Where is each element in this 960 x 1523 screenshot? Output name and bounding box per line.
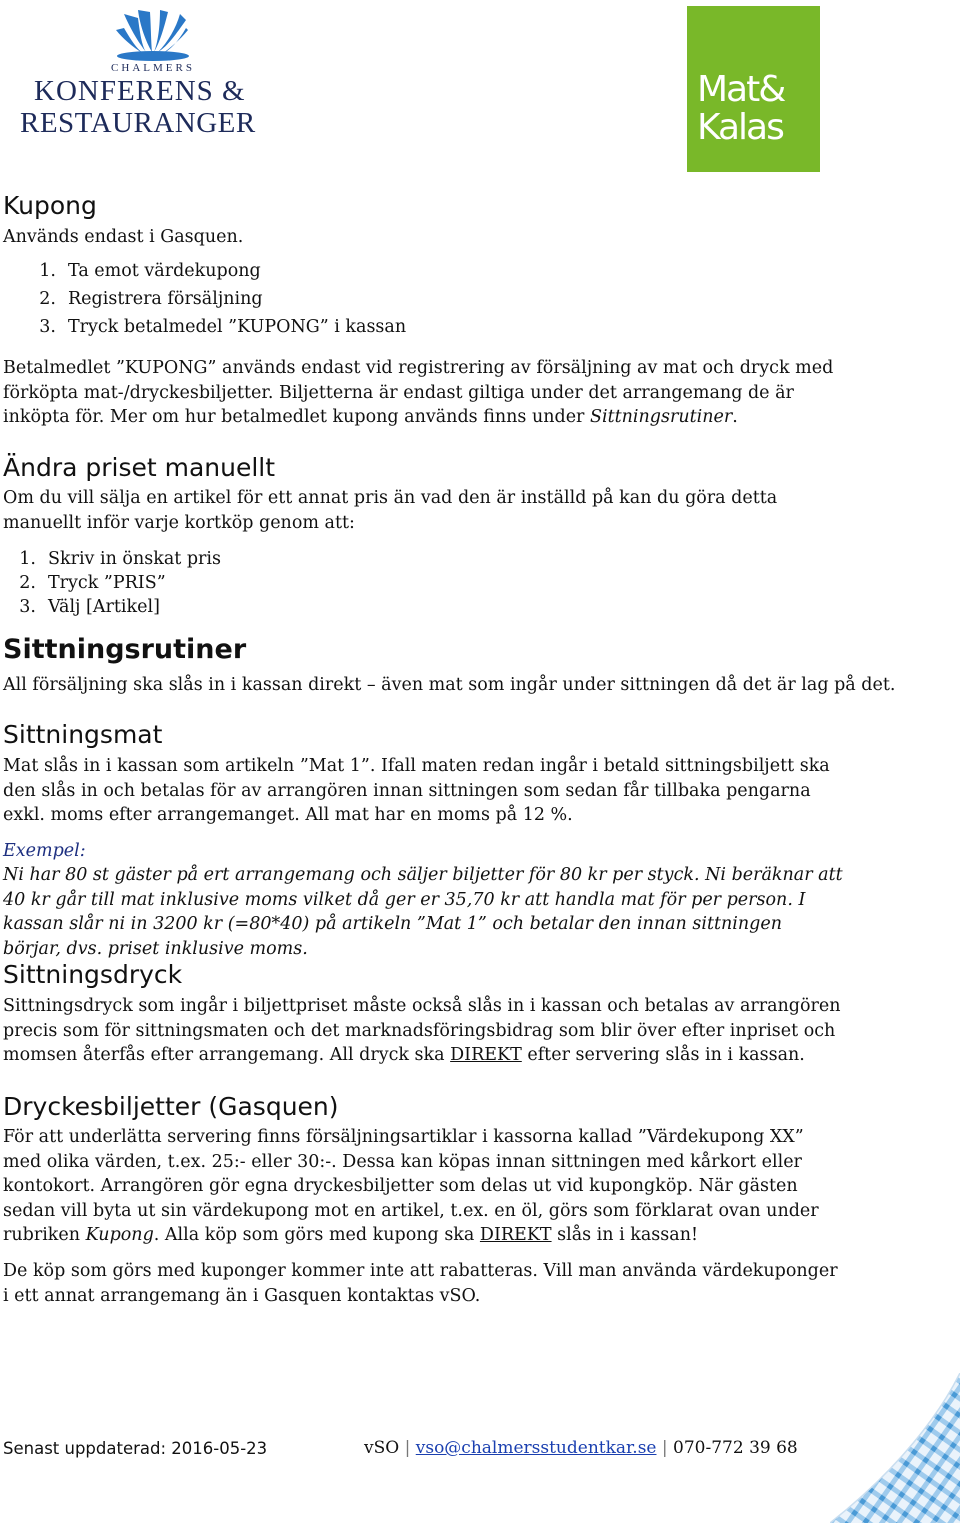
chalmers-line1: KONFERENS & <box>34 75 246 107</box>
sittningsrutiner-reference: Sittningsrutiner <box>590 407 733 427</box>
andra-body: Om du vill sälja en artikel för ett annat pris än vad den är inställd på kan du göra detta manuellt inför varje kortköp genom att: <box>3 488 778 533</box>
list-item: 3. Välj [Artikel] <box>19 597 160 617</box>
footer-sep: | <box>404 1438 411 1458</box>
chalmers-small-label: CHALMERS <box>111 62 195 74</box>
kupong-intro: Används endast i Gasquen. <box>3 227 244 247</box>
chalmers-crown-icon <box>20 6 290 66</box>
andra-steps <box>0 547 221 619</box>
sittningsmat-title: Sittningsmat <box>3 720 163 749</box>
list-item: 2. Tryck ”PRIS” <box>19 573 166 593</box>
footer-phone: 070-772 39 68 <box>673 1438 798 1458</box>
sittningsrutiner-body: All försäljning ska slås in i kassan direkt – även mat som ingår under sittningen då det är lag på det. <box>3 675 896 695</box>
list-item: 3. Tryck betalmedel ”KUPONG” i kassan <box>39 317 407 337</box>
sittningsdryck-body: Sittningsdryck som ingår i biljettpriset måste också slås in i kassan och betalas av arrangören precis som för sittningsmaten och det marknadsföringsbidrag som blir över efter inpriset och momsen återfås efter arrangemang. All dryck ska DIREKT efter servering slås in i kassan. <box>3 996 841 1065</box>
footer-sep: | <box>661 1438 668 1458</box>
footer-org: vSO <box>364 1438 400 1458</box>
sittningsmat-example: Ni har 80 st gäster på ert arrangemang och säljer biljetter för 80 kr per styck. Ni beräknar att 40 kr går till mat inklusive moms vilket då ger er 35,70 kr att handla mat för per person. I kassan slår ni in 3200 kr (=80*40) på artikeln ”Mat 1” och betalar den innan sittningen börjar, dvs. priset inklusive moms. <box>3 865 843 959</box>
sittningsmat-example-label: Exempel: <box>3 841 86 861</box>
sittningsdryck-title: Sittningsdryck <box>3 960 183 989</box>
kupong-steps <box>20 259 406 339</box>
page-curl-decoration-icon <box>830 1373 960 1523</box>
sittningsmat-body: Mat slås in i kassan som artikeln ”Mat 1”. Ifall maten redan ingår i betald sittningsbiljett ska den slås in och betalas för av arrangören innan sittningen som sedan får tillbaka pengarna exkl. moms efter arrangemanget. All mat har en moms på 12 %. <box>3 756 830 825</box>
sittningsrutiner-title: Sittningsrutiner <box>3 634 247 665</box>
kupong-body: Betalmedlet ”KUPONG” används endast vid registrering av försäljning av mat och dryck med förköpta mat-/dryckesbiljetter. Biljetterna är endast giltiga under det arrangemang de är inköpta för. Mer om hur betalmedlet kupong används finns under Sittningsrutiner. <box>3 358 834 427</box>
dryckesbiljetter-body: För att underlätta servering finns försäljningsartiklar i kassorna kallad ”Värdekupong XX” med olika värden, t.ex. 25:- eller 30:-. Dessa kan köpas innan sittningen med kårkort eller kontokort. Arrangören gör egna dryckesbiljetter som delas ut vid kupongköp. När gästen sedan vill byta ut sin värdekupong mot en artikel, t.ex. en öl, görs som förklarat ovan under rubriken Kupong. Alla köp som görs med kupong ska DIREKT slås in i kassan! <box>3 1127 819 1245</box>
matkalas-line1: Mat& <box>697 69 785 110</box>
dryckesbiljetter-title: Dryckesbiljetter (Gasquen) <box>3 1092 339 1121</box>
matkalas-line2: Kalas <box>697 107 783 148</box>
footer-email-link[interactable]: vso@chalmersstudentkar.se <box>415 1438 657 1458</box>
list-item: 2. Registrera försäljning <box>39 289 263 309</box>
footer-contact <box>364 1438 798 1458</box>
dryckesbiljetter-body2: De köp som görs med kuponger kommer inte att rabatteras. Vill man använda värdekuponger i ett annat arrangemang än i Gasquen kontaktas vSO. <box>3 1261 838 1306</box>
list-item: 1. Ta emot värdekupong <box>39 261 261 281</box>
kupong-title: Kupong <box>3 191 97 220</box>
andra-title: Ändra priset manuellt <box>3 453 276 482</box>
footer-updated: Senast uppdaterad: 2016-05-23 <box>3 1439 268 1458</box>
matkalas-logo <box>687 6 820 172</box>
list-item: 1. Skriv in önskat pris <box>19 549 222 569</box>
chalmers-line2: RESTAURANGER <box>20 107 256 139</box>
chalmers-logo <box>20 6 290 142</box>
